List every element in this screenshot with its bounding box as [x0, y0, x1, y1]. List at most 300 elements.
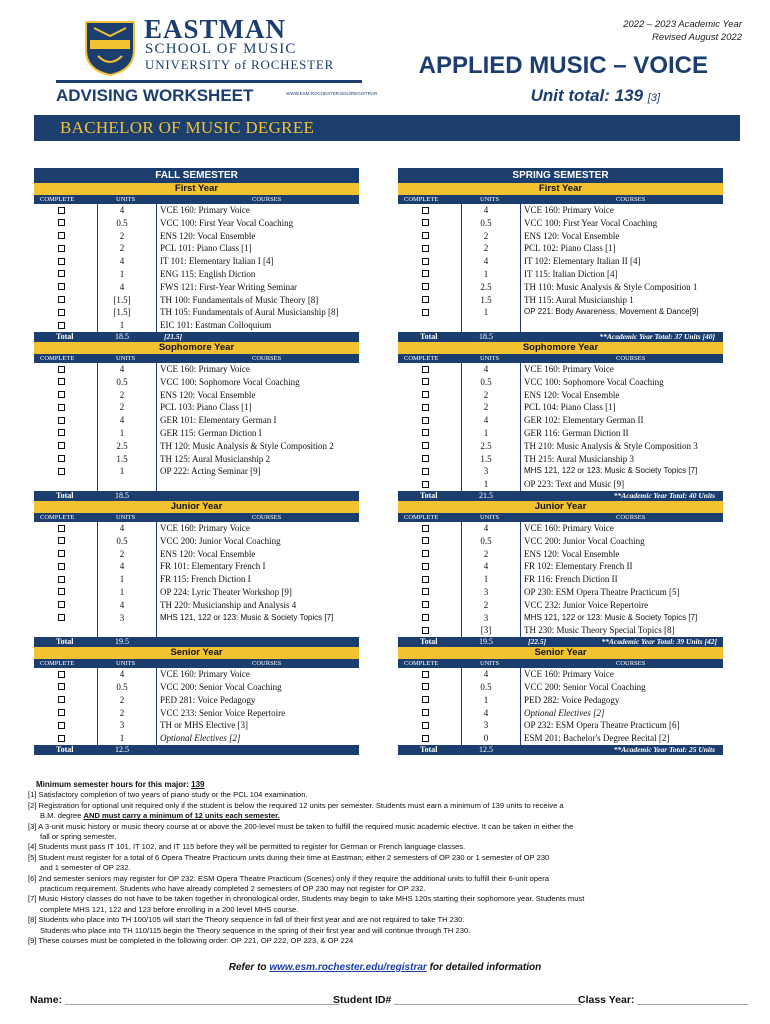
academic-year-info: [623, 18, 742, 44]
complete-checkbox[interactable]: [58, 429, 65, 436]
course-units: 0.5: [116, 376, 128, 387]
course-row: [34, 573, 359, 586]
fall-semester-table: [34, 168, 359, 755]
course-row: [398, 548, 723, 561]
total-units: 12.5: [115, 744, 129, 754]
course-row: [398, 694, 723, 707]
course-row: [34, 281, 359, 294]
course-units: 2: [483, 548, 489, 559]
course-units: 3: [483, 720, 489, 731]
complete-checkbox[interactable]: [58, 270, 65, 277]
course-units: 2: [483, 599, 489, 610]
registrar-url-small: WWW.ESM.ROCHESTER.EDU/REGISTRAR: [286, 91, 378, 96]
course-row: [398, 586, 723, 599]
course-units: 4: [483, 415, 489, 426]
course-units: 2: [483, 389, 489, 400]
course-row: [398, 719, 723, 732]
course-name: VCE 160: Primary Voice: [524, 205, 614, 215]
complete-checkbox[interactable]: [58, 683, 65, 690]
course-units: 0: [483, 733, 489, 744]
complete-checkbox[interactable]: [58, 537, 65, 544]
course-units: 2: [119, 707, 125, 718]
spring-course-rows: [398, 522, 723, 637]
total-units: 18.5: [479, 332, 493, 341]
course-row: [398, 707, 723, 720]
spring-total-row: [398, 745, 723, 755]
total-units: 18.5: [115, 491, 129, 500]
course-units: 2: [119, 230, 125, 241]
course-units: 1: [119, 320, 125, 331]
complete-checkbox[interactable]: [422, 283, 429, 290]
course-row: [34, 255, 359, 268]
registrar-link[interactable]: www.esm.rochester.edu/registrar: [269, 962, 427, 973]
col-units: UNITS: [116, 355, 136, 362]
footnote: [5] Student must register for a total of 6 Opera Theatre Practicum units during their time at Eastman; either 2 semesters of OP 230 or 1 semester of OP 230: [28, 852, 550, 862]
col-courses: COURSES: [616, 660, 646, 668]
course-units: 4: [119, 415, 125, 426]
course-units: 3: [483, 612, 489, 623]
course-row: [398, 427, 723, 440]
complete-checkbox[interactable]: [58, 378, 65, 385]
course-units: 4: [119, 205, 125, 215]
course-units: 1: [483, 479, 489, 490]
course-units: 4: [119, 256, 125, 267]
course-row: [398, 612, 723, 625]
course-name: VCE 160: Primary Voice: [160, 364, 250, 374]
course-name: IT 115: Italian Diction [4]: [524, 268, 618, 279]
complete-checkbox[interactable]: [58, 366, 65, 373]
course-name: VCC 200: Senior Vocal Coaching: [160, 681, 282, 692]
course-name: IT 101: Elementary Italian I [4]: [160, 256, 274, 267]
fall-column-headers: [34, 354, 359, 363]
complete-checkbox[interactable]: [422, 614, 429, 621]
course-row: [34, 586, 359, 599]
course-row: [398, 306, 723, 319]
total-note: [21.5]: [164, 332, 183, 341]
complete-checkbox[interactable]: [422, 404, 429, 411]
revised-date: Revised August 2022: [652, 32, 742, 43]
total-label: Total: [420, 744, 438, 754]
complete-checkbox[interactable]: [58, 671, 65, 678]
complete-checkbox[interactable]: [58, 417, 65, 424]
course-units: 2: [119, 389, 125, 400]
total-units: 19.5: [479, 637, 493, 647]
total-label: Total: [56, 491, 74, 500]
course-name: GER 116: German Diction II: [524, 427, 629, 438]
course-row: [34, 522, 359, 535]
spring-course-rows: [398, 668, 723, 745]
footnote: [9] These courses must be completed in the following order: OP 221, OP 222, OP 223, & OP 224: [28, 936, 354, 946]
degree-banner: BACHELOR OF MUSIC DEGREE: [34, 115, 740, 141]
course-name: ENS 120: Vocal Ensemble: [160, 230, 256, 241]
course-row: [398, 465, 723, 478]
col-complete: COMPLETE: [404, 196, 439, 203]
complete-checkbox[interactable]: [422, 627, 429, 634]
complete-checkbox[interactable]: [422, 207, 429, 214]
col-courses: COURSES: [252, 660, 282, 668]
course-units: 1: [119, 466, 125, 477]
course-row: [398, 294, 723, 307]
course-name: GER 115: German Diction I: [160, 427, 262, 438]
complete-checkbox[interactable]: [58, 391, 65, 398]
fall-semester-header: FALL SEMESTER: [34, 168, 359, 183]
course-name: VCE 160: Primary Voice: [524, 669, 614, 680]
complete-checkbox[interactable]: [58, 468, 65, 475]
complete-checkbox[interactable]: [58, 309, 65, 316]
course-row: [34, 681, 359, 694]
course-name: FWS 121: First-Year Writing Seminar: [160, 281, 298, 292]
course-units: 3: [483, 466, 489, 477]
complete-checkbox[interactable]: [58, 696, 65, 703]
complete-checkbox[interactable]: [58, 442, 65, 449]
course-units: 3: [483, 586, 489, 597]
complete-checkbox[interactable]: [422, 601, 429, 608]
course-units: 4: [483, 205, 489, 215]
course-row: [398, 401, 723, 414]
course-units: 0.5: [116, 681, 128, 692]
course-row: [34, 319, 359, 332]
complete-checkbox[interactable]: [58, 232, 65, 239]
fall-total-row: [34, 637, 359, 647]
complete-checkbox[interactable]: [58, 219, 65, 226]
complete-checkbox[interactable]: [58, 258, 65, 265]
course-row: [34, 294, 359, 307]
course-units: 2: [483, 230, 489, 241]
course-name: TH 210: Music Analysis & Style Composition 3: [524, 440, 698, 451]
complete-checkbox[interactable]: [422, 683, 429, 690]
unit-total: [531, 86, 660, 106]
course-name: TH 110: Music Analysis & Style Composition 1: [524, 281, 698, 292]
course-name: Optional Electives [2]: [524, 707, 605, 718]
fall-column-headers: [34, 195, 359, 204]
course-units: 2.5: [480, 281, 492, 292]
course-units: 1.5: [480, 294, 492, 305]
note-list: [28, 790, 748, 946]
unit-total-value: Unit total: 139: [530, 86, 644, 105]
eastman-shield-logo: [84, 20, 136, 76]
col-complete: COMPLETE: [40, 196, 75, 203]
complete-checkbox[interactable]: [422, 588, 429, 595]
course-row: [34, 389, 359, 402]
col-complete: COMPLETE: [40, 355, 75, 362]
course-row: [398, 440, 723, 453]
complete-checkbox[interactable]: [422, 468, 429, 475]
course-row: [34, 414, 359, 427]
footnote: [1] Satisfactory completion of two years of piano study or the PCL 104 examination.: [28, 790, 308, 800]
footnote: [8] Students who place into TH 100/105 will start the Theory sequence in fall of their first year and are not required to take TH 230.: [28, 915, 465, 925]
footnote: [4] Students must pass IT 101, IT 102, and IT 115 before they will be permitted to register for German or French language classes.: [28, 842, 466, 852]
col-units: UNITS: [480, 355, 500, 362]
academic-year-total: **Academic Year Total: 39 Units [42]: [601, 637, 717, 647]
complete-checkbox[interactable]: [422, 525, 429, 532]
course-units: [1.5]: [113, 294, 131, 305]
course-row: [34, 465, 359, 478]
col-units: UNITS: [480, 196, 500, 203]
complete-checkbox[interactable]: [58, 525, 65, 532]
complete-checkbox[interactable]: [422, 442, 429, 449]
course-units: 2: [483, 402, 489, 413]
min-hours: [28, 780, 748, 790]
student-id-field[interactable]: Student ID# ________________________________: [333, 994, 582, 1006]
course-name: FR 102: Elementary French II: [524, 561, 633, 572]
course-row: [398, 573, 723, 586]
course-name: VCC 233: Senior Voice Repertoire: [160, 707, 286, 718]
footnote: [3] A 3-unit music history or music theory course at or above the 200-level must be taken to fulfill the required music academic elective. It can be taken in either the: [28, 821, 574, 831]
col-units: UNITS: [116, 196, 136, 203]
fall-year-header: Senior Year: [34, 647, 359, 659]
refer-line: [0, 962, 770, 973]
course-row: [398, 363, 723, 376]
fall-course-rows: [34, 668, 359, 745]
course-units: 2.5: [480, 440, 492, 451]
course-name: ENS 120: Vocal Ensemble: [160, 389, 256, 400]
complete-checkbox[interactable]: [422, 378, 429, 385]
spring-year-header: First Year: [398, 183, 723, 195]
min-hours-value: 139: [191, 780, 205, 789]
col-complete: COMPLETE: [404, 660, 439, 668]
course-name: TH 230: Music Theory Special Topics [8]: [524, 625, 675, 636]
course-row: [398, 268, 723, 281]
complete-checkbox[interactable]: [58, 576, 65, 583]
complete-checkbox[interactable]: [422, 735, 429, 742]
complete-checkbox[interactable]: [422, 219, 429, 226]
total-label: Total: [56, 637, 74, 647]
class-year-field[interactable]: Class Year: ___________________: [578, 994, 749, 1006]
complete-checkbox[interactable]: [58, 245, 65, 252]
fall-course-rows: [34, 522, 359, 637]
course-units: 4: [119, 523, 125, 533]
col-units: UNITS: [480, 660, 500, 668]
course-name: MHS 121, 122 or 123: Music & Society Topics [7]: [524, 612, 698, 622]
total-units: 21.5: [479, 491, 493, 500]
course-row: [34, 363, 359, 376]
complete-checkbox[interactable]: [422, 709, 429, 716]
course-row: [34, 560, 359, 573]
course-units: 2: [119, 402, 125, 413]
footnote-text: B.M. degree: [40, 811, 84, 821]
total-units: 19.5: [115, 637, 129, 647]
course-units: 4: [119, 669, 125, 680]
col-courses: COURSES: [616, 196, 646, 203]
spring-column-headers: [398, 513, 723, 522]
complete-checkbox[interactable]: [422, 576, 429, 583]
course-units: 1: [119, 574, 125, 585]
course-row: [34, 204, 359, 217]
spring-semester-table: [398, 168, 723, 755]
course-units: 4: [483, 561, 489, 572]
complete-checkbox[interactable]: [58, 322, 65, 329]
complete-checkbox[interactable]: [422, 696, 429, 703]
col-courses: COURSES: [616, 514, 646, 521]
course-name: OP 224: Lyric Theater Workshop [9]: [160, 586, 292, 597]
course-name: GER 102: Elementary German II: [524, 415, 644, 426]
complete-checkbox[interactable]: [422, 258, 429, 265]
col-complete: COMPLETE: [404, 514, 439, 521]
refer-suffix: for detailed information: [426, 962, 542, 973]
course-row: [34, 217, 359, 230]
fall-column-headers: [34, 659, 359, 668]
complete-checkbox[interactable]: [422, 391, 429, 398]
complete-checkbox[interactable]: [422, 671, 429, 678]
fall-course-rows: [34, 363, 359, 491]
course-name: VCE 160: Primary Voice: [160, 523, 250, 533]
course-name: VCC 100: Sophomore Vocal Coaching: [524, 376, 664, 387]
footnote: [6] 2nd semester seniors may register for OP 232: ESM Opera Theatre Practicum (Scenes) only if they require the additional units to fulfill their 6-unit opera: [28, 873, 549, 883]
course-units: 4: [119, 599, 125, 610]
course-row: [398, 217, 723, 230]
course-row: [398, 681, 723, 694]
min-hours-label: Minimum semester hours for this major:: [36, 780, 189, 789]
complete-checkbox[interactable]: [58, 404, 65, 411]
course-name: MHS 121, 122 or 123: Music & Society Topics [7]: [160, 612, 334, 622]
fall-total-row: [34, 332, 359, 342]
course-units: 0.5: [480, 535, 492, 546]
course-name: PED 281: Voice Pedagogy: [160, 694, 256, 705]
fall-column-headers: [34, 513, 359, 522]
complete-checkbox[interactable]: [58, 601, 65, 608]
complete-checkbox[interactable]: [422, 563, 429, 570]
course-units: 1: [119, 586, 125, 597]
course-units: 2: [483, 243, 489, 254]
course-units: 4: [119, 281, 125, 292]
complete-checkbox[interactable]: [58, 588, 65, 595]
course-name: TH 215: Aural Musicianship 3: [524, 453, 634, 464]
course-units: 1: [119, 427, 125, 438]
course-row: [34, 268, 359, 281]
complete-checkbox[interactable]: [422, 417, 429, 424]
course-row: [34, 376, 359, 389]
course-units: 4: [483, 256, 489, 267]
spring-course-rows: [398, 363, 723, 491]
complete-checkbox[interactable]: [58, 563, 65, 570]
course-row: [398, 281, 723, 294]
course-name: VCE 160: Primary Voice: [524, 364, 614, 374]
course-name: TH 100: Fundamentals of Music Theory [8]: [160, 294, 319, 305]
spring-column-headers: [398, 659, 723, 668]
course-row: [34, 427, 359, 440]
fall-year-header: Sophomore Year: [34, 342, 359, 354]
course-name: TH 105: Fundamentals of Aural Musicianship [8]: [160, 307, 339, 318]
fall-total-row: [34, 745, 359, 755]
complete-checkbox[interactable]: [58, 735, 65, 742]
course-row: [398, 230, 723, 243]
name-field[interactable]: Name: _______________________________________________: [30, 994, 340, 1006]
academic-year-total: **Academic Year Total: 37 Units [40]: [599, 332, 715, 341]
col-complete: COMPLETE: [40, 660, 75, 668]
brand-university: UNIVERSITY of ROCHESTER: [145, 57, 335, 72]
complete-checkbox[interactable]: [58, 614, 65, 621]
course-name: ENG 115: English Diction: [160, 268, 256, 279]
course-units: 2: [119, 243, 125, 254]
course-row: [34, 306, 359, 319]
complete-checkbox[interactable]: [422, 296, 429, 303]
complete-checkbox[interactable]: [422, 245, 429, 252]
footnote: Students who place into TH 110/115 begin the Theory sequence in the spring of their first year and will continue through TH 230.: [40, 925, 471, 935]
complete-checkbox[interactable]: [58, 709, 65, 716]
course-name: FR 101: Elementary French I: [160, 561, 266, 572]
col-units: UNITS: [116, 514, 136, 521]
course-row: [398, 560, 723, 573]
course-row: [34, 440, 359, 453]
spring-total-row: [398, 637, 723, 647]
total-label: Total: [420, 637, 438, 647]
fall-year-header: Junior Year: [34, 501, 359, 513]
complete-checkbox[interactable]: [422, 455, 429, 462]
course-row: [34, 612, 359, 625]
col-courses: COURSES: [252, 355, 282, 362]
course-name: VCC 200: Junior Vocal Coaching: [524, 535, 645, 546]
academic-year-total: **Academic Year Total: 25 Units: [613, 744, 715, 754]
course-row: [34, 548, 359, 561]
course-units: 1: [483, 307, 489, 318]
course-units: 4: [483, 523, 489, 533]
course-units: 0.5: [480, 681, 492, 692]
course-row: [34, 707, 359, 720]
course-units: 1: [483, 694, 489, 705]
complete-checkbox[interactable]: [58, 207, 65, 214]
course-name: GER 101: Elementary German I: [160, 415, 277, 426]
complete-checkbox[interactable]: [422, 429, 429, 436]
col-courses: COURSES: [616, 355, 646, 362]
complete-checkbox[interactable]: [422, 550, 429, 557]
complete-checkbox[interactable]: [422, 309, 429, 316]
course-name: VCC 100: First Year Vocal Coaching: [524, 217, 658, 228]
complete-checkbox[interactable]: [58, 283, 65, 290]
col-units: UNITS: [480, 514, 500, 521]
col-complete: COMPLETE: [40, 514, 75, 521]
complete-checkbox[interactable]: [422, 270, 429, 277]
course-row: [398, 453, 723, 466]
fall-course-rows: [34, 204, 359, 332]
course-units: 1.5: [480, 453, 492, 464]
course-name: TH 220: Musicianship and Analysis 4: [160, 599, 297, 610]
complete-checkbox[interactable]: [422, 722, 429, 729]
academic-year: 2022 – 2023 Academic Year: [623, 19, 742, 30]
course-units: 4: [483, 669, 489, 680]
course-row: [398, 376, 723, 389]
total-note: [22.5]: [528, 637, 547, 647]
course-name: PED 282: Voice Pedagogy: [524, 694, 620, 705]
complete-checkbox[interactable]: [58, 722, 65, 729]
course-name: ENS 120: Vocal Ensemble: [524, 548, 620, 559]
course-row: [34, 453, 359, 466]
complete-checkbox[interactable]: [58, 550, 65, 557]
complete-checkbox[interactable]: [422, 232, 429, 239]
course-units: 1: [483, 268, 489, 279]
brand-eastman: EASTMAN: [144, 14, 287, 44]
course-name: ENS 120: Vocal Ensemble: [524, 230, 620, 241]
complete-checkbox[interactable]: [422, 366, 429, 373]
spring-course-rows: [398, 204, 723, 332]
complete-checkbox[interactable]: [58, 455, 65, 462]
course-row: [398, 255, 723, 268]
course-name: VCC 100: First Year Vocal Coaching: [160, 217, 294, 228]
complete-checkbox[interactable]: [422, 481, 429, 488]
footnote: [2] Registration for optional unit required only if the student is below the required 12 units per semester. Students must earn a minimum of 139 units to receive a: [28, 800, 564, 810]
course-name: PCL 103: Piano Class [1]: [160, 402, 252, 413]
course-units: 0.5: [480, 376, 492, 387]
course-units: 3: [119, 720, 125, 731]
complete-checkbox[interactable]: [422, 537, 429, 544]
course-row: [398, 414, 723, 427]
spring-column-headers: [398, 354, 723, 363]
footnotes: [28, 780, 748, 947]
complete-checkbox[interactable]: [58, 296, 65, 303]
total-label: Total: [56, 332, 74, 341]
total-label: Total: [420, 332, 438, 341]
course-name: OP 223: Text and Music [9]: [524, 479, 625, 490]
course-units: 1: [483, 427, 489, 438]
